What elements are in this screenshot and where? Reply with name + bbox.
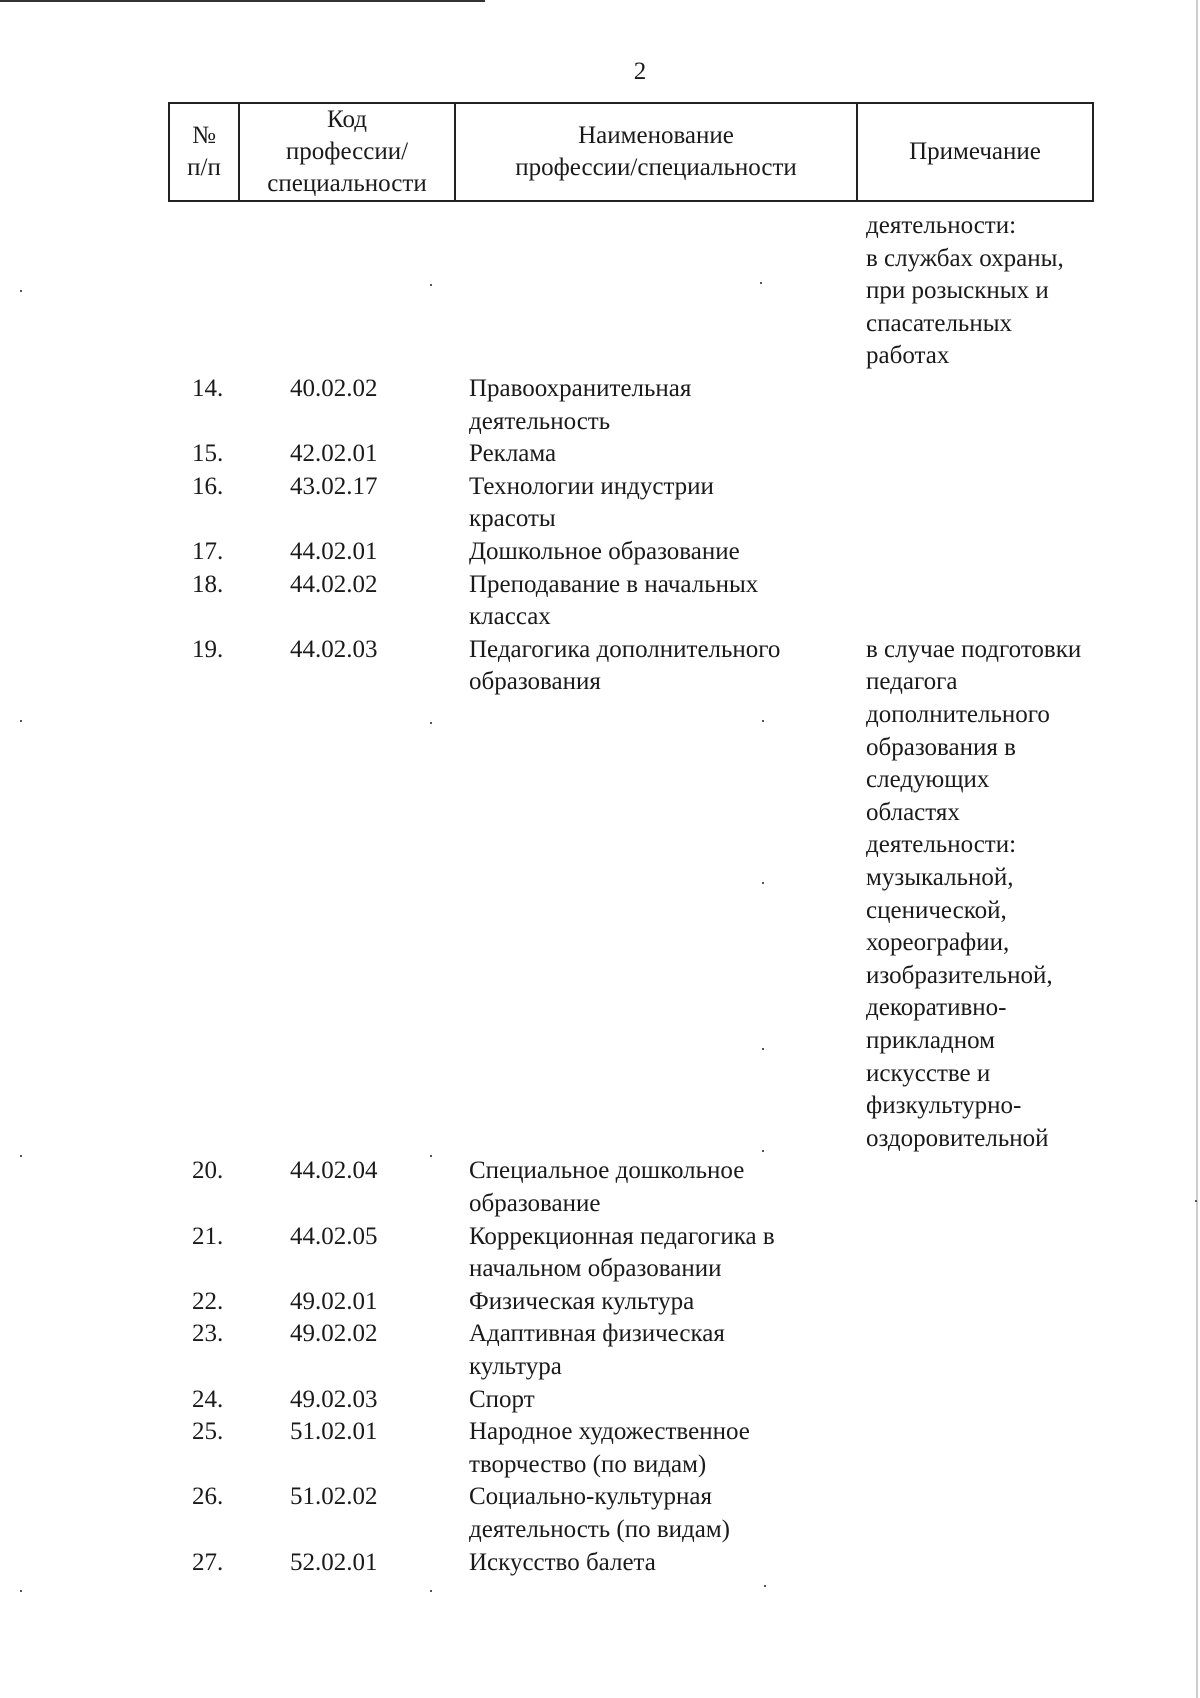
row-note-line: в службах охраны, xyxy=(866,244,1064,272)
row-name-line: Искусство балета xyxy=(469,1548,656,1576)
scan-speck xyxy=(20,1155,22,1157)
row-name-line: Реклама xyxy=(469,440,557,468)
row-name xyxy=(469,569,849,634)
scan-speck xyxy=(20,290,22,292)
row-name xyxy=(469,536,849,569)
header-num-line: п/п xyxy=(187,154,221,181)
row-code: 44.02.05 xyxy=(290,1222,378,1250)
row-name-line: Спорт xyxy=(469,1385,535,1413)
row-code: 49.02.03 xyxy=(290,1385,378,1413)
header-name-line: Наименование xyxy=(578,122,734,149)
scan-speck xyxy=(430,1590,432,1592)
row-name-line: классах xyxy=(469,603,551,631)
header-note-line: Примечание xyxy=(909,138,1041,165)
row-name xyxy=(469,634,849,699)
row-number: 27. xyxy=(192,1548,224,1576)
header-code-line: специальности xyxy=(267,170,427,197)
row-note-line: прикладном xyxy=(866,1026,995,1054)
row-note-line: деятельности: xyxy=(866,212,1017,239)
row-note-line: оздоровительной xyxy=(866,1124,1049,1152)
row-name-line: красоты xyxy=(469,505,556,533)
row-code: 49.02.02 xyxy=(290,1320,378,1348)
row-number: 21. xyxy=(192,1222,224,1250)
row-name xyxy=(469,471,849,536)
row-note-line: педагога xyxy=(866,668,958,696)
row-note-line: при розыскных и xyxy=(866,277,1049,305)
row-note-line: изобразительной, xyxy=(866,961,1053,989)
scan-speck xyxy=(762,1150,764,1152)
scan-speck xyxy=(430,284,432,286)
row-note-line: работах xyxy=(866,342,950,370)
row-name xyxy=(469,1286,849,1319)
row-name-line: деятельность xyxy=(469,407,611,435)
row-note-line: хореографии, xyxy=(866,929,1010,957)
row-note xyxy=(866,634,1126,1156)
row-code: 42.02.01 xyxy=(290,440,378,468)
row-number: 15. xyxy=(192,440,224,468)
row-name xyxy=(469,1221,849,1286)
row-name-line: Адаптивная физическая xyxy=(469,1320,725,1348)
scan-speck xyxy=(762,882,764,884)
row-note-line: музыкальной, xyxy=(866,863,1014,891)
row-note-line: дополнительного xyxy=(866,700,1050,728)
row-name-line: творчество (по видам) xyxy=(469,1450,707,1478)
row-name-line: Технологии индустрии xyxy=(469,472,714,500)
header-name-line: профессии/специальности xyxy=(515,154,797,181)
scan-speck xyxy=(430,1155,432,1157)
scan-speck xyxy=(430,722,432,724)
row-name-line: образование xyxy=(469,1189,601,1217)
row-name-line: Физическая культура xyxy=(469,1287,695,1315)
row-name xyxy=(469,1155,849,1220)
scan-speck xyxy=(1195,1200,1197,1202)
row-name-line: образования xyxy=(469,668,601,696)
row-name xyxy=(469,1416,849,1481)
row-note-line: образования в xyxy=(866,733,1016,761)
row-note-line: в случае подготовки xyxy=(866,635,1082,663)
row-number: 16. xyxy=(192,472,224,500)
row-name-line: Народное художественное xyxy=(469,1418,750,1446)
row-number: 17. xyxy=(192,538,224,565)
scan-speck xyxy=(20,1590,22,1592)
row-name xyxy=(469,438,849,471)
row-number: 20. xyxy=(192,1157,224,1185)
row-name xyxy=(469,1384,849,1417)
row-note-line: декоративно- xyxy=(866,994,1007,1022)
page-number: 2 xyxy=(633,58,647,85)
row-name-line: Преподавание в начальных xyxy=(469,570,759,598)
row-note-line: следующих xyxy=(866,766,990,794)
row-note-line: деятельности: xyxy=(866,831,1017,859)
scan-speck xyxy=(760,282,762,284)
row-code: 52.02.01 xyxy=(290,1548,378,1576)
row-number: 18. xyxy=(192,570,224,598)
row-name-line: Правоохранительная xyxy=(469,375,692,402)
row-note-line: областях xyxy=(866,798,960,826)
scan-speck xyxy=(762,720,764,722)
row-code: 44.02.02 xyxy=(290,570,378,598)
row-name xyxy=(469,1318,849,1383)
header-code-line: Код xyxy=(327,106,367,133)
row-name-line: Коррекционная педагогика в xyxy=(469,1222,775,1250)
row-number: 23. xyxy=(192,1320,224,1348)
row-number: 22. xyxy=(192,1287,224,1315)
scan-speck xyxy=(20,720,22,722)
row-name xyxy=(469,1481,849,1546)
row-name xyxy=(469,1547,849,1580)
row-note-line: спасательных xyxy=(866,309,1012,337)
row-name-line: начальном образовании xyxy=(469,1255,722,1283)
row-note-line: сценической, xyxy=(866,896,1007,924)
row-number: 24. xyxy=(192,1385,224,1413)
header-num-line: № xyxy=(192,122,216,149)
row-code: 49.02.01 xyxy=(290,1287,378,1315)
row-code: 51.02.02 xyxy=(290,1483,378,1511)
row-note-line: физкультурно- xyxy=(866,1092,1022,1120)
row-code: 51.02.01 xyxy=(290,1418,378,1446)
row-name-line: Социально-культурная xyxy=(469,1483,713,1511)
row-note xyxy=(866,210,1126,373)
row-name-line: Дошкольное образование xyxy=(469,538,740,565)
row-name-line: культура xyxy=(469,1352,562,1380)
row-note-line: искусстве и xyxy=(866,1059,991,1087)
row-code: 44.02.03 xyxy=(290,635,378,663)
row-number: 19. xyxy=(192,635,224,663)
row-code: 44.02.01 xyxy=(290,538,378,565)
row-name xyxy=(469,373,849,438)
row-code: 40.02.02 xyxy=(290,375,378,402)
row-name-line: Специальное дошкольное xyxy=(469,1157,745,1185)
scan-speck xyxy=(764,1585,766,1587)
row-name-line: деятельность (по видам) xyxy=(469,1515,730,1543)
row-number: 25. xyxy=(192,1418,224,1446)
row-number: 26. xyxy=(192,1483,224,1511)
row-code: 44.02.04 xyxy=(290,1157,378,1185)
scan-speck xyxy=(762,1048,764,1050)
row-code: 43.02.17 xyxy=(290,472,378,500)
row-name-line: Педагогика дополнительного xyxy=(469,635,781,663)
row-number: 14. xyxy=(192,375,224,402)
header-code-line: профессии/ xyxy=(285,138,409,165)
